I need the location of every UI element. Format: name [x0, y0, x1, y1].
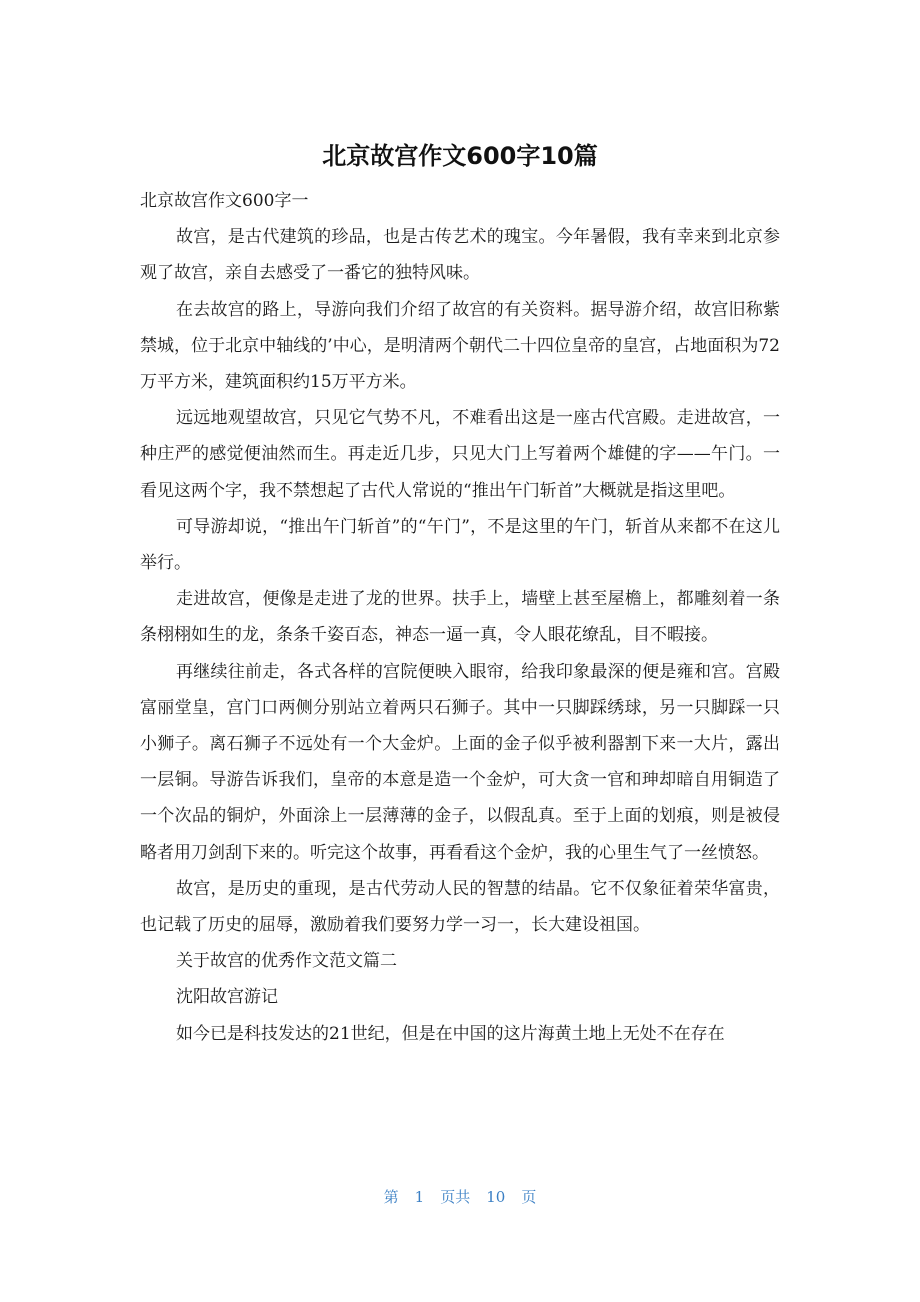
- document-body: [140, 183, 780, 1052]
- paragraph: 走进故宫，便像是走进了龙的世界。扶手上，墙壁上甚至屋檐上，都雕刻着一条条栩栩如生的龙，条条千姿百态，神态一逼一真，令人眼花缭乱，目不暇接。: [140, 589, 780, 646]
- paragraph: 再继续往前走，各式各样的宫院便映入眼帘，给我印象最深的便是雍和宫。宫殿富丽堂皇，宫门口两侧分别站立着两只石狮子。其中一只脚踩绣球，另一只脚踩一只小狮子。离石狮子不远处有一个大金炉。上面的金子似乎被利器割下来一大片，露出一层铜。导游告诉我们，皇帝的本意是造一个金炉，可大贪一官和珅却暗自用铜造了一个次品的铜炉，外面涂上一层薄薄的金子，以假乱真。至于上面的划痕，则是被侵略者用刀剑刮下来的。听完这个故事，再看看这个金炉，我的心里生气了一丝愤怒。: [140, 661, 780, 863]
- footer-middle: 页共: [440, 1188, 471, 1206]
- footer-suffix: 页: [521, 1188, 537, 1206]
- footer-page-number: 1: [414, 1188, 425, 1206]
- essay-subtitle: 沈阳故宫游记: [176, 987, 278, 1008]
- footer-total-pages: 10: [486, 1188, 506, 1206]
- paragraph: 在去故宫的路上，导游向我们介绍了故宫的有关资料。据导游介绍，故宫旧称紫禁城，位于北京中轴线的’中心，是明清两个朝代二十四位皇帝的皇宫，占地面积为72万平方米，建筑面积约15万平方米。: [140, 299, 780, 393]
- footer-prefix: 第: [383, 1188, 399, 1206]
- paragraph: 故宫，是古代建筑的珍品，也是古传艺术的瑰宝。今年暑假，我有幸来到北京参观了故宫，亲自去感受了一番它的独特风味。: [140, 227, 780, 284]
- document-title: 北京故宫作文600字10篇: [322, 142, 598, 170]
- paragraph: 故宫，是历史的重现，是古代劳动人民的智慧的结晶。它不仅象征着荣华富贵，也记载了历史的屈辱，激励着我们要努力学一习一，长大建设祖国。: [140, 878, 780, 936]
- paragraph: 远远地观望故宫，只见它气势不凡，不难看出这是一座古代宫殿。走进故宫，一种庄严的感觉便油然而生。再走近几步，只见大门上写着两个雄健的字——午门。一看见这两个字，我不禁想起了古代人常说的“推出午门斩首”大概就是指这里吧。: [140, 408, 780, 501]
- section-heading-2: 关于故宫的优秀作文范文篇二: [176, 951, 397, 972]
- page-footer: [0, 1186, 920, 1208]
- paragraph: 可导游却说，“推出午门斩首”的“午门”，不是这里的午门，斩首从来都不在这儿举行。: [140, 516, 780, 574]
- paragraph: 如今已是科技发达的21世纪，但是在中国的这片海黄土地上无处不在存在: [176, 1023, 725, 1044]
- section-heading-1: 北京故宫作文600字一: [140, 191, 309, 211]
